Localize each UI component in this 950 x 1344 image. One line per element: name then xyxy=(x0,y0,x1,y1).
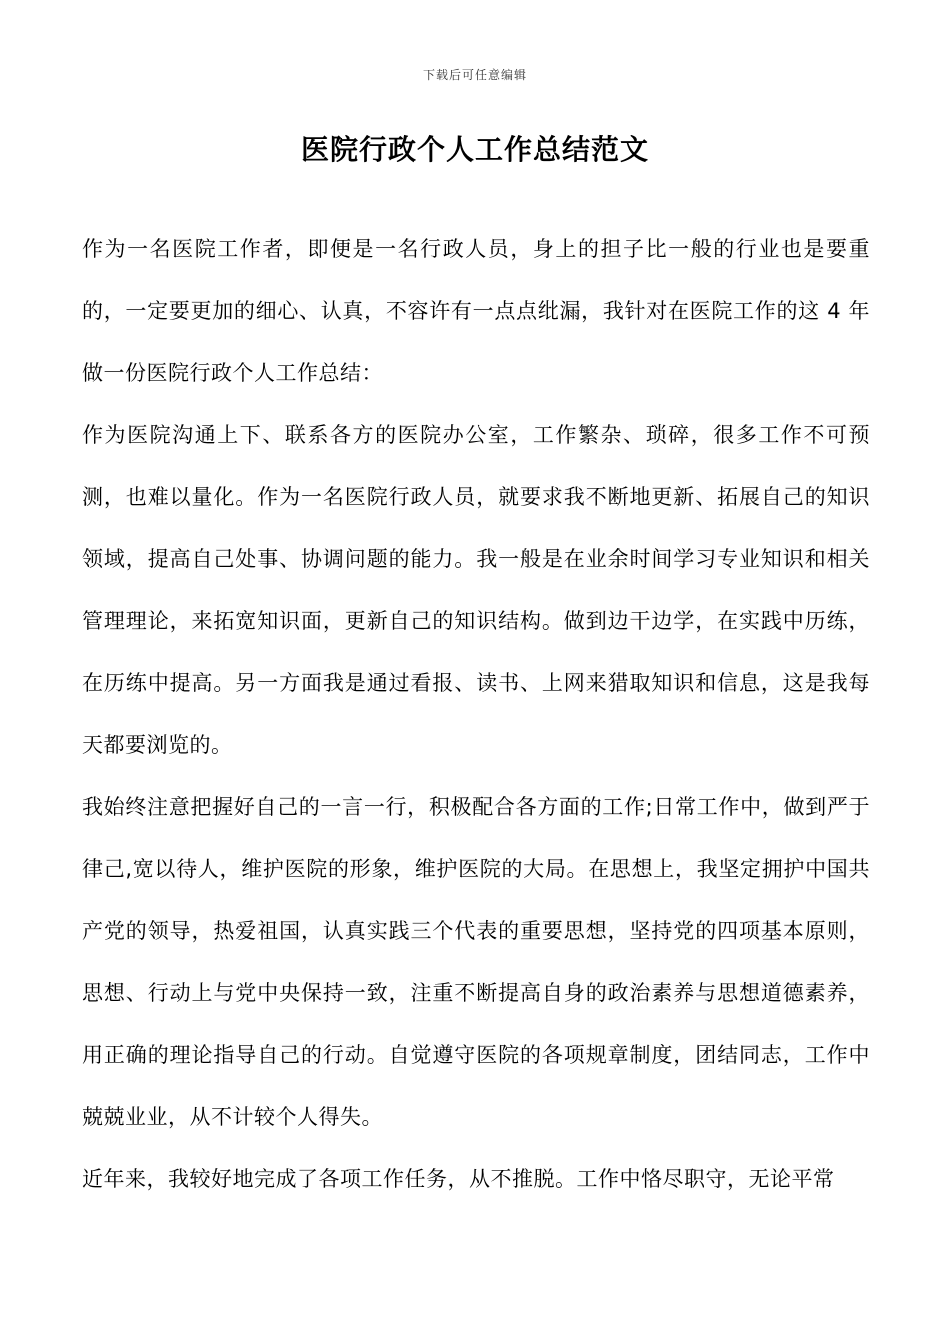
header-note: 下载后可任意编辑 xyxy=(422,68,527,82)
document-body xyxy=(82,218,870,1210)
paragraph-2: 作为医院沟通上下、联系各方的医院办公室，工作繁杂、琐碎，很多工作不可预测，也难以量化。作为一名医院行政人员，就要求我不断地更新、拓展自己的知识领域，提高自己处事、协调问题的能力。我一般是在业余时间学习专业知识和相关管理理论，来拓宽知识面，更新自己的知识结构。做到边干边学，在实践中历练，在历练中提高。另一方面我是通过看报、读书、上网来猎取知识和信息，这是我每天都要浏览的。 xyxy=(82,423,870,757)
paragraph-3: 我始终注意把握好自己的一言一行，积极配合各方面的工作;日常工作中，做到严于律己,宽以待人，维护医院的形象，维护医院的大局。在思想上，我坚定拥护中国共产党的领导，热爱祖国，认真实践三个代表的重要思想，坚持党的四项基本原则，思想、行动上与党中央保持一致，注重不断提高自身的政治素养与思想道德素养，用正确的理论指导自己的行动。自觉遵守医院的各项规章制度，团结同志，工作中兢兢业业，从不计较个人得失。 xyxy=(82,795,870,1129)
document-title: 医院行政个人工作总结范文 xyxy=(300,133,649,166)
paragraph-4: 近年来，我较好地完成了各项工作任务，从不推脱。工作中恪尽职守，无论平常 xyxy=(82,1167,835,1191)
paragraph-1: 作为一名医院工作者，即便是一名行政人员，身上的担子比一般的行业也是要重的，一定要更加的细心、认真，不容许有一点点纰漏，我针对在医院工作的这 4 年做一份医院行政个人工作总结： xyxy=(82,237,870,385)
